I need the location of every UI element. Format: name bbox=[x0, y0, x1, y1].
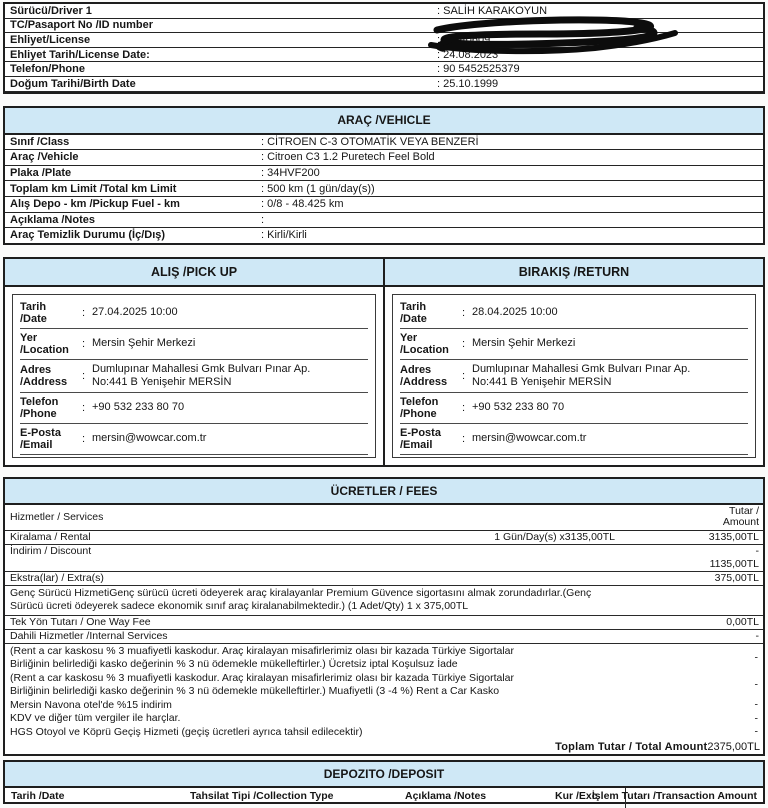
one-way-amount: 0,00TL bbox=[726, 616, 759, 629]
item-amount-dash: - bbox=[754, 651, 758, 664]
colon: : bbox=[82, 337, 86, 350]
table-row bbox=[5, 228, 763, 243]
pickup-panel bbox=[5, 259, 385, 465]
address-label-en: /Address bbox=[20, 375, 68, 388]
pickup-return-section bbox=[3, 257, 765, 467]
table-row bbox=[5, 48, 763, 63]
list-item bbox=[5, 699, 763, 713]
table-row bbox=[5, 135, 763, 151]
table-row bbox=[5, 62, 763, 77]
kasko-cancel-line1: (Rent a car kaskosu % 3 muafiyetli kaskodur. Araç kiralayan misafirlerimiz olası bir kazada Türkiye Sigortalar bbox=[10, 644, 514, 657]
list-item bbox=[5, 645, 763, 672]
pickup-address-line1: Dumlupınar Mahallesi Gmk Bulvarı Pınar Ap. bbox=[92, 362, 311, 375]
phone-label-tr: Telefon bbox=[20, 395, 59, 408]
return-panel bbox=[385, 259, 763, 465]
pickup-email-row bbox=[20, 424, 368, 455]
amount-column-header-line1: Tutar / bbox=[729, 504, 759, 517]
deposit-col-notes: Açıklama /Notes bbox=[405, 790, 487, 803]
young-driver-text-line2: Sürücü ücreti ödeyerek sadece ekonomik sınıf araç kiralanabilmektedir.) (1 Adet/Qty) 1 x 375,00TL bbox=[10, 600, 469, 613]
deposit-col-collection-type: Tahsilat Tipi /Collection Type bbox=[190, 790, 334, 803]
amount-column-header-line2: Amount bbox=[722, 516, 759, 529]
rental-amount: 3135,00TL bbox=[708, 531, 759, 544]
date-label-en: /Date bbox=[400, 312, 427, 325]
rental-label: Kiralama / Rental bbox=[10, 531, 91, 544]
young-driver-fee-row bbox=[5, 586, 763, 616]
phone-label-tr: Telefon bbox=[400, 395, 439, 408]
pickup-email-value: mersin@wowcar.com.tr bbox=[92, 432, 207, 445]
date-label-tr: Tarih bbox=[400, 300, 427, 313]
table-row bbox=[5, 166, 763, 182]
rental-rate-detail: 1 Gün/Day(s) x3135,00TL bbox=[494, 531, 615, 544]
location-label-tr: Yer bbox=[20, 331, 38, 344]
total-amount-label: Toplam Tutar / Total Amount bbox=[555, 740, 708, 753]
fees-section-header: ÜCRETLER / FEES bbox=[5, 479, 763, 505]
extras-label: Ekstra(lar) / Extra(s) bbox=[10, 572, 104, 585]
internal-services-amount: - bbox=[755, 630, 759, 643]
license-date-label: Ehliyet Tarih/License Date: bbox=[10, 48, 150, 61]
id-number-label: TC/Pasaport No /ID number bbox=[10, 19, 154, 32]
pickup-address-row bbox=[20, 360, 368, 393]
deposit-section-header: DEPOZITO /DEPOSIT bbox=[5, 762, 763, 788]
kasko-cancel-line2: Birliğinin belirlediği kasko değerinin % 3 nü ödemekle mükelleftirler.) Ücretsiz iptal Koşulsuz İade bbox=[10, 658, 458, 671]
pickup-date-value: 27.04.2025 10:00 bbox=[92, 306, 178, 319]
discount-sign: - bbox=[755, 544, 759, 557]
hgs-toll-text: HGS Otoyol ve Köprü Geçiş Hizmeti (geçiş ücretleri ayrıca tahsil edilecektir) bbox=[10, 725, 363, 738]
hotel-discount-text: Mersin Navona otel'de %15 indirim bbox=[10, 698, 172, 711]
discount-fee-row bbox=[5, 545, 763, 572]
driver-name-label: Sürücü/Driver 1 bbox=[10, 4, 92, 17]
colon: : bbox=[462, 306, 466, 319]
table-row bbox=[5, 19, 763, 34]
pickup-header: ALIŞ /PICK UP bbox=[5, 259, 383, 287]
pickup-phone-value: +90 532 233 80 70 bbox=[92, 401, 185, 414]
email-label-en: /Email bbox=[20, 438, 53, 451]
deposit-col-date: Tarih /Date bbox=[11, 790, 65, 803]
phone-label-en: /Phone bbox=[20, 407, 57, 420]
total-amount-row bbox=[5, 739, 763, 754]
table-row bbox=[5, 77, 763, 92]
table-row bbox=[5, 33, 763, 48]
colon: : bbox=[82, 306, 86, 319]
return-details bbox=[392, 294, 756, 458]
fees-column-headers bbox=[5, 505, 763, 531]
return-address-line2: No:441 B Yenişehir MERSİN bbox=[472, 375, 612, 388]
license-date-value: : 24.08.2023 bbox=[437, 48, 499, 61]
services-column-header: Hizmetler / Services bbox=[10, 511, 104, 524]
deposit-section bbox=[3, 760, 765, 804]
pickup-details bbox=[12, 294, 376, 458]
return-email-row bbox=[400, 424, 748, 455]
return-location-value: Mersin Şehir Merkezi bbox=[472, 337, 576, 350]
internal-services-list bbox=[5, 644, 763, 740]
colon: : bbox=[82, 432, 86, 445]
pickup-location-value: Mersin Şehir Merkezi bbox=[92, 337, 196, 350]
one-way-label: Tek Yön Tutarı / One Way Fee bbox=[10, 616, 151, 629]
discount-label: İndirim / Discount bbox=[10, 545, 92, 558]
pickup-fuel-label: Alış Depo - km /Pickup Fuel - km bbox=[10, 198, 180, 211]
deposit-col-exchange: Kur /Exc bbox=[555, 790, 598, 803]
list-item bbox=[5, 726, 763, 740]
email-label-tr: E-Posta bbox=[400, 426, 441, 439]
address-label-en: /Address bbox=[400, 375, 448, 388]
return-location-row bbox=[400, 329, 748, 360]
birth-date-label: Doğum Tarihi/Birth Date bbox=[10, 77, 136, 90]
notes-value: : bbox=[261, 213, 265, 226]
location-label-en: /Location bbox=[400, 343, 449, 356]
class-value: : CİTROEN C-3 OTOMATİK VEYA BENZERİ bbox=[261, 135, 479, 148]
extras-fee-row bbox=[5, 572, 763, 586]
license-value: : B 140609 bbox=[437, 33, 491, 46]
return-address-line1: Dumlupınar Mahallesi Gmk Bulvarı Pınar Ap. bbox=[472, 362, 691, 375]
vehicle-value: : Citroen C3 1.2 Puretech Feel Bold bbox=[261, 151, 435, 164]
address-label-tr: Adres bbox=[400, 363, 432, 376]
table-row bbox=[5, 213, 763, 229]
colon: : bbox=[82, 401, 86, 414]
internal-services-header-row bbox=[5, 630, 763, 644]
colon: : bbox=[82, 369, 86, 382]
plate-value: : 34HVF200 bbox=[261, 167, 320, 180]
birth-date-value: : 25.10.1999 bbox=[437, 77, 499, 90]
km-limit-label: Toplam km Limit /Total km Limit bbox=[10, 182, 177, 195]
vehicle-section bbox=[3, 106, 765, 245]
list-item bbox=[5, 672, 763, 699]
address-label-tr: Adres bbox=[20, 363, 52, 376]
email-label-en: /Email bbox=[400, 438, 433, 451]
km-limit-value: : 500 km (1 gün/day(s)) bbox=[261, 182, 375, 195]
colon: : bbox=[462, 401, 466, 414]
location-label-en: /Location bbox=[20, 343, 69, 356]
young-driver-text-line1: Genç Sürücü HizmetiGenç sürücü ücreti ödeyerek araç kiralayanlar Premium Güvence sigortasını almak zorundadırlar.(Genç bbox=[10, 586, 592, 599]
vehicle-section-header: ARAÇ /VEHICLE bbox=[5, 108, 763, 135]
item-amount-dash: - bbox=[754, 725, 758, 738]
pickup-address-line2: No:441 B Yenişehir MERSİN bbox=[92, 375, 232, 388]
colon: : bbox=[462, 369, 466, 382]
plate-label: Plaka /Plate bbox=[10, 167, 72, 180]
notes-label: Açıklama /Notes bbox=[10, 213, 95, 226]
internal-services-label: Dahili Hizmetler /Internal Services bbox=[10, 630, 168, 643]
vat-taxes-text: KDV ve diğer tüm vergiler ile harçlar. bbox=[10, 712, 181, 725]
return-phone-value: +90 532 233 80 70 bbox=[472, 401, 565, 414]
total-amount-value: 2375,00TL bbox=[707, 740, 760, 753]
driver-name-value: : SALİH KARAKOYUN bbox=[437, 4, 548, 17]
pickup-phone-row bbox=[20, 393, 368, 424]
deposit-col-transaction-amount: İşlem Tutarı /Transaction Amount bbox=[591, 790, 757, 803]
colon: : bbox=[462, 432, 466, 445]
class-label: Sınıf /Class bbox=[10, 135, 70, 148]
discount-amount: 1135,00TL bbox=[709, 557, 759, 570]
kasko-deductible-line2: Birliğinin belirlediği kasko değerinin % 3 nü ödemekle mükelleftirler.) Muafiyetli (3 -4 %) Rent a Car Kasko bbox=[10, 685, 500, 698]
driver-info-table bbox=[3, 2, 765, 94]
fees-section bbox=[3, 477, 765, 757]
return-phone-row bbox=[400, 393, 748, 424]
deposit-column-headers bbox=[5, 788, 763, 802]
list-item bbox=[5, 712, 763, 726]
return-header: BIRAKIŞ /RETURN bbox=[385, 259, 763, 287]
one-way-fee-row bbox=[5, 616, 763, 630]
location-label-tr: Yer bbox=[400, 331, 418, 344]
table-row bbox=[5, 150, 763, 166]
kasko-deductible-line1: (Rent a car kaskosu % 3 muafiyetli kaskodur. Araç kiralayan misafirlerimiz olası bir kazada Türkiye Sigortalar bbox=[10, 671, 514, 684]
pickup-date-row bbox=[20, 298, 368, 329]
return-date-row bbox=[400, 298, 748, 329]
cleanliness-value: : Kirli/Kirli bbox=[261, 229, 307, 242]
vehicle-label: Araç /Vehicle bbox=[10, 151, 79, 164]
pickup-location-row bbox=[20, 329, 368, 360]
license-label: Ehliyet/License bbox=[10, 33, 91, 46]
table-row bbox=[5, 4, 763, 19]
table-row bbox=[5, 181, 763, 197]
phone-value: : 90 5452525379 bbox=[437, 63, 520, 76]
pickup-fuel-value: : 0/8 - 48.425 km bbox=[261, 198, 344, 211]
cleanliness-label: Araç Temizlik Durumu (İç/Dış) bbox=[10, 229, 166, 242]
phone-label-en: /Phone bbox=[400, 407, 437, 420]
extras-amount: 375,00TL bbox=[714, 572, 759, 585]
table-row bbox=[5, 197, 763, 213]
colon: : bbox=[462, 337, 466, 350]
return-date-value: 28.04.2025 10:00 bbox=[472, 306, 558, 319]
item-amount-dash: - bbox=[754, 678, 758, 691]
item-amount-dash: - bbox=[754, 712, 758, 725]
date-label-en: /Date bbox=[20, 312, 47, 325]
email-label-tr: E-Posta bbox=[20, 426, 61, 439]
return-address-row bbox=[400, 360, 748, 393]
item-amount-dash: - bbox=[754, 698, 758, 711]
phone-label: Telefon/Phone bbox=[10, 63, 85, 76]
return-email-value: mersin@wowcar.com.tr bbox=[472, 432, 587, 445]
rental-fee-row bbox=[5, 531, 763, 545]
date-label-tr: Tarih bbox=[20, 300, 47, 313]
